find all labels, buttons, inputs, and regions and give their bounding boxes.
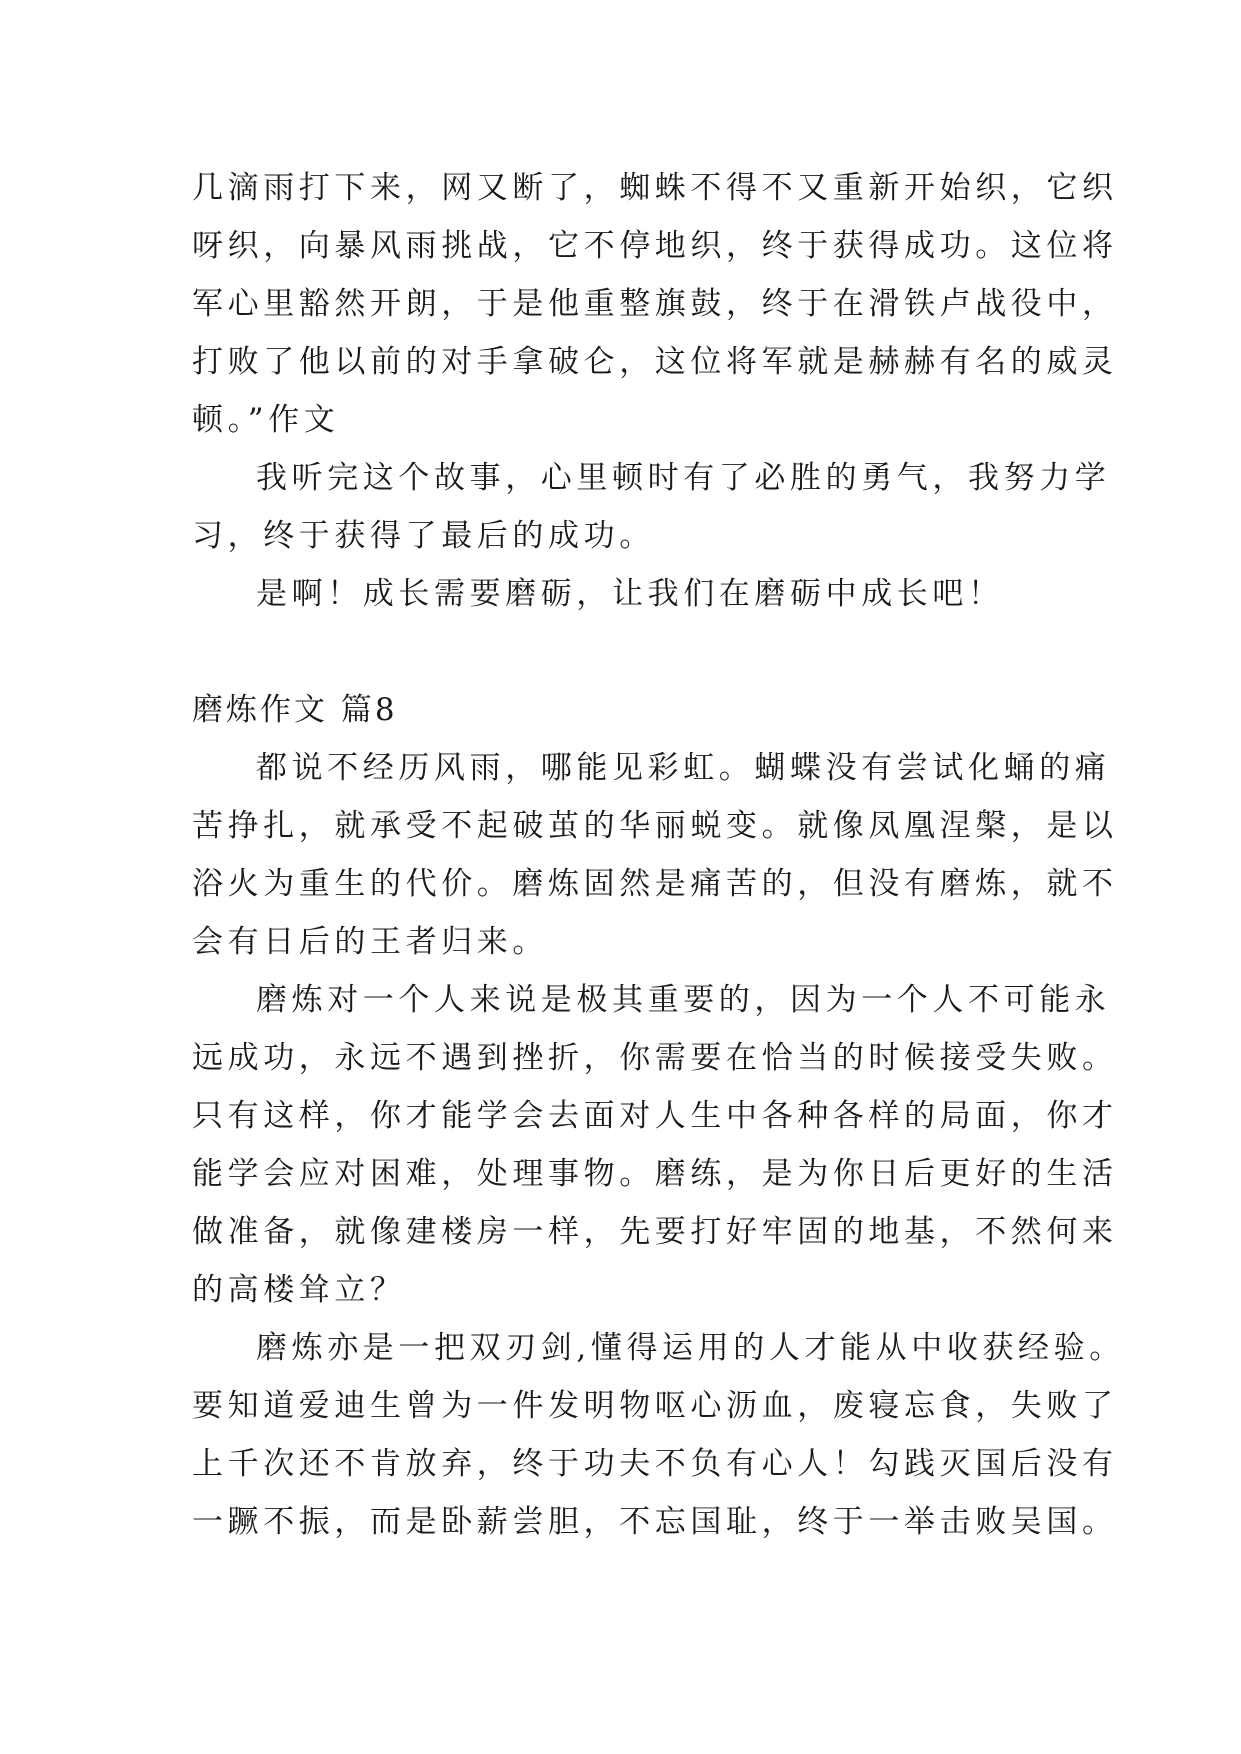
text-line: 能学会应对困难，处理事物。磨练，是为你日后更好的生活 [192, 1156, 1118, 1192]
text-line: 会有日后的王者归来。 [192, 924, 548, 960]
text-line: 军心里豁然开朗，于是他重整旗鼓，终于在滑铁卢战役中， [192, 286, 1118, 322]
text-line: 一蹶不振，而是卧薪尝胆，不忘国耻，终于一举击败吴国。 [192, 1504, 1118, 1540]
text-line: 是啊！成长需要磨砺，让我们在磨砺中成长吧！ [256, 576, 1004, 612]
text-line: 磨炼亦是一把双刃剑,懂得运用的人才能从中收获经验。 [256, 1330, 1125, 1366]
text-line: 几滴雨打下来，网又断了，蜘蛛不得不又重新开始织，它织 [192, 170, 1118, 206]
text-line: 打败了他以前的对手拿破仑，这位将军就是赫赫有名的威灵 [192, 344, 1118, 380]
text-line: 的高楼耸立？ [192, 1272, 406, 1308]
text-line: 习，终于获得了最后的成功。 [192, 518, 655, 554]
section-heading: 磨炼作文 篇8 [192, 692, 398, 728]
text-line: 要知道爱迪生曾为一件发明物呕心沥血，废寝忘食，失败了 [192, 1388, 1118, 1424]
text-line: 只有这样，你才能学会去面对人生中各种各样的局面，你才 [192, 1098, 1118, 1134]
text-line: 苦挣扎，就承受不起破茧的华丽蜕变。就像凤凰涅槃，是以 [192, 808, 1118, 844]
text-line: 顿。”作文 [192, 402, 340, 438]
text-line: 上千次还不肯放弃，终于功夫不负有心人！勾践灭国后没有 [192, 1446, 1118, 1482]
text-line: 我听完这个故事，心里顿时有了必胜的勇气，我努力学 [256, 460, 1111, 496]
text-line: 呀织，向暴风雨挑战，它不停地织，终于获得成功。这位将 [192, 228, 1118, 264]
text-line: 磨炼对一个人来说是极其重要的，因为一个人不可能永 [256, 982, 1111, 1018]
text-line: 都说不经历风雨，哪能见彩虹。蝴蝶没有尝试化蛹的痛 [256, 750, 1111, 786]
text-line: 浴火为重生的代价。磨炼固然是痛苦的，但没有磨炼，就不 [192, 866, 1118, 902]
text-line: 远成功，永远不遇到挫折，你需要在恰当的时候接受失败。 [192, 1040, 1118, 1076]
text-line: 做准备，就像建楼房一样，先要打好牢固的地基，不然何来 [192, 1214, 1118, 1250]
